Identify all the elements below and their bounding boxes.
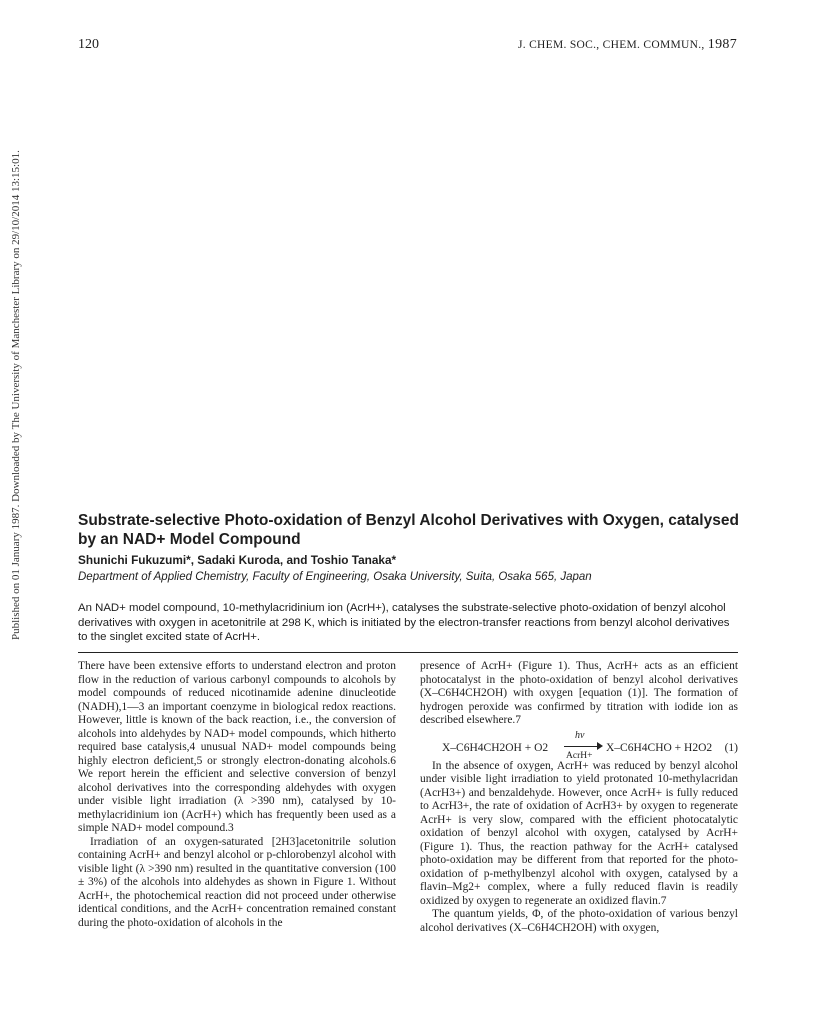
running-head: [518, 37, 737, 53]
body-paragraph: In the absence of oxygen, AcrH+ was reduced by benzyl alcohol under visible light irradiation to yield protonated 10-methylacridan (AcrH3+) and benzaldehyde. However, once AcrH+ is fully reduced to AcrH3+, the rate of oxidation of AcrH3+ by oxygen to regenerate AcrH+ is very slow, compared with the efficient photocatalytic oxidation of benzyl alcohol with oxygen, catalysed by AcrH+ (Figure 1). Thus, the reaction pathway for the AcrH+ catalysed photo-oxidation may be different from that reported for the photo-oxidation of p-methylbenzyl alcohol with oxygen, catalysed by a flavin–Mg2+ complex, where a fully reduced flavin is readily oxidized by oxygen to regenerate an oxidized flavin.7: [420, 759, 738, 907]
abstract: An NAD+ model compound, 10-methylacridinium ion (AcrH+), catalyses the substrate-selective photo-oxidation of benzyl alcohol derivatives with oxygen in acetonitrile at 298 K, which is initiated by the electron-transfer reactions from benzyl alcohol derivatives to the singlet excited state of AcrH+.: [78, 602, 730, 644]
reaction-arrow: [564, 746, 600, 747]
reaction-arrowhead: [597, 742, 603, 750]
equation-reactants: X–C6H4CH2OH + O2: [442, 741, 549, 754]
equation-products: X–C6H4CHO + H2O2: [606, 741, 713, 754]
download-notice: Published on 01 January 1987. Downloaded by The University of Manchester Library on 29/10/2014 13:15:01.: [10, 150, 22, 640]
journal-name: J. CHEM. SOC., CHEM. COMMUN.,: [517, 39, 705, 51]
equation-number: (1): [724, 741, 738, 754]
affiliation: Department of Applied Chemistry, Faculty of Engineering, Osaka University, Suita, Osaka 565, Japan: [78, 571, 592, 583]
reaction-equation: [420, 728, 738, 760]
author-list: Shunichi Fukuzumi*, Sadaki Kuroda, and Toshio Tanaka*: [78, 553, 397, 567]
section-divider: [78, 652, 738, 653]
body-paragraph: The quantum yields, Φ, of the photo-oxidation of various benzyl alcohol derivatives (X–C6H4CH2OH) with oxygen,: [420, 908, 738, 934]
equation-catalyst-label: AcrH+: [566, 750, 593, 761]
body-paragraph: Irradiation of an oxygen-saturated [2H3]acetonitrile solution containing AcrH+ and benzyl alcohol or p-chlorobenzyl alcohol with visible light (λ >390 nm) resulted in the quantitative conversion (100 ± 3%) of the alcohols into aldehydes as shown in Figure 1. Without AcrH+, the photochemical reaction did not proceed under otherwise identical conditions, and the AcrH+ concentration remained constant during the photo-oxidation of alcohols in the: [78, 835, 396, 929]
body-paragraph: presence of AcrH+ (Figure 1). Thus, AcrH+ acts as an efficient photocatalyst in the photo-oxidation of benzyl alcohol derivatives (X–C6H4CH2OH) with oxygen [equation (1)]. The formation of hydrogen peroxide was confirmed by titration with iodide ion as described elsewhere.7: [420, 660, 738, 726]
page-number: 120: [78, 37, 99, 52]
equation-light-label: hv: [575, 729, 585, 741]
journal-year: 1987: [707, 37, 737, 52]
article-title: Substrate-selective Photo-oxidation of Benzyl Alcohol Derivatives with Oxygen, catalysed by an NAD+ Model Compound: [78, 512, 739, 548]
right-column: [420, 660, 738, 935]
body-paragraph: There have been extensive efforts to understand electron and proton flow in the reduction of various carbonyl compounds to alcohols by model compounds of reduced nicotinamide adenine dinucleotide (NADH),1—3 an important coenzyme in biological redox reactions. However, little is known of the back reaction, i.e., the conversion of alcohols into aldehydes by NAD+ model compounds, which hitherto required base catalysis,4 unusual NAD+ model compounds being highly electron deficient,5 or strongly electron-donating alcohols.6 We report herein the efficient and selective conversion of benzyl alcohol derivatives into the corresponding aldehydes with oxygen under visible light irradiation (λ >390 nm), catalysed by 10-methylacridinium ion (AcrH+) which has frequently been used as a simple NAD+ model compound.3: [78, 660, 396, 834]
left-column: [78, 660, 396, 930]
